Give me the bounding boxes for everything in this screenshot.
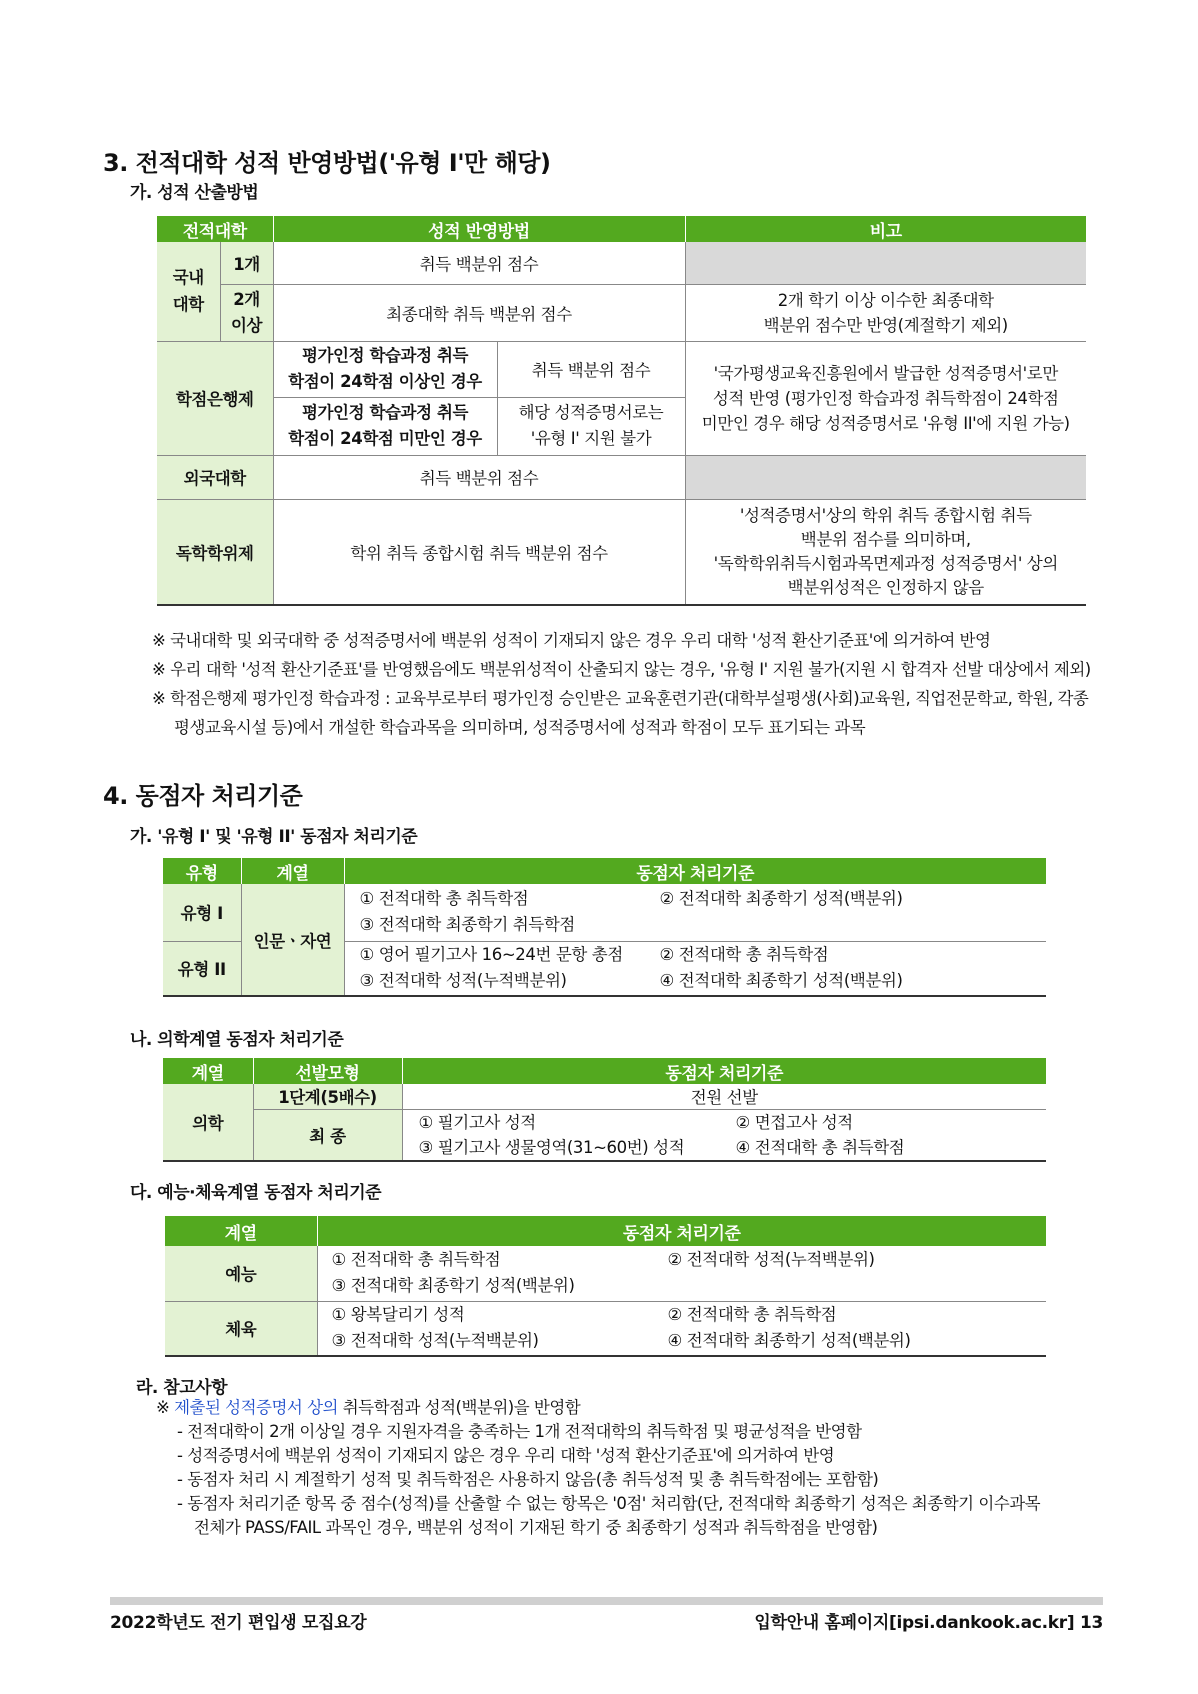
header-field: 계열 [163,1058,253,1084]
header-criteria: 동점자 처리기준 [344,858,1046,884]
foreign-note [685,455,1086,499]
criterion: ④ 전적대학 최종학기 성적(백분위) [659,971,903,991]
section-3-notes [152,626,1112,742]
criterion: ① 필기고사 성적 [418,1112,536,1132]
header-college: 전적대학 [157,216,273,242]
two-college-method: 최종대학 취득 백분위 점수 [273,284,685,341]
type-1-label: 유형 I [163,884,241,941]
reference-notes [156,1396,1116,1540]
reference-item: - 동점자 처리 시 계절학기 성적 및 취득학점은 사용하지 않음(총 취득성적 및 총 취득학점에는 포함함) [177,1470,879,1489]
credit-bank-a-method: 취득 백분위 점수 [497,341,685,397]
criterion: ① 왕복달리기 성적 [331,1305,465,1325]
footer-divider [110,1597,1103,1605]
criterion: ③ 전적대학 최종학기 취득학점 [359,915,575,935]
criterion: ① 영어 필기고사 16~24번 문항 총점 [359,945,623,965]
field-label: 인문ㆍ자연 [241,884,344,996]
note-line: ※ 국내대학 및 외국대학 중 성적증명서에 백분위 성적이 기재되지 않은 경우 우리 대학 '성적 환산기준표'에 의거하여 반영 [152,631,991,650]
credit-bank-b-method: 해당 성적증명서로는 '유형 I' 지원 불가 [497,397,685,455]
arts-criteria [317,1246,1046,1301]
tiebreak-arts-table [165,1216,1046,1357]
criterion: ③ 필기고사 생물영역(31~60번) 성적 [418,1137,685,1157]
one-college-note [685,242,1086,284]
credit-bank-b-label: 평가인정 학습과정 취득 학점이 24학점 미만인 경우 [273,397,497,455]
criterion: ② 전적대학 성적(누적백분위) [667,1250,875,1270]
type-1-criteria [344,884,1046,941]
two-college-label: 2개 이상 [220,284,273,341]
footer-left: 2022학년도 전기 편입생 모집요강 [110,1613,367,1633]
reference-item: 전체가 PASS/FAIL 과목인 경우, 백분위 성적이 기재된 학기 중 최종학기 성적과 취득학점을 반영함) [194,1518,878,1537]
header-note: 비고 [685,216,1086,242]
section-4-title: 4. 동점자 처리기준 [103,782,303,810]
criterion: ② 전적대학 총 취득학점 [667,1305,837,1325]
credit-bank-note: '국가평생교육진흥원에서 발급한 성적증명서'로만 성적 반영 (평가인정 학습과정 취득학점이 24학점 미만인 경우 해당 성적증명서로 '유형 II'에 지원 가능) [701,363,1070,433]
section-3-title: 3. 전적대학 성적 반영방법('유형 I'만 해당) [103,149,551,177]
self-degree-label: 독학학위제 [157,499,273,605]
domestic-label: 국내 대학 [157,242,220,341]
final-stage-label: 최 종 [253,1109,402,1161]
one-college-method: 취득 백분위 점수 [273,242,685,284]
criterion: ④ 전적대학 총 취득학점 [735,1137,905,1157]
note-line: ※ 우리 대학 '성적 환산기준표'를 반영했음에도 백분위성적이 산출되지 않는 경우, '유형 I' 지원 불가(지원 시 합격자 선발 대상에서 제외) [152,660,1091,679]
note-line: ※ 학점은행제 평가인정 학습과정 : 교육부로부터 평가인정 승인받은 교육훈련기관(대학부설평생(사회)교육원, 직업전문학교, 학원, 각종 [152,689,1089,708]
note-mark: ※ [156,1398,175,1417]
tiebreak-medical-table [163,1058,1046,1162]
lead-rest: 취득학점과 성적(백분위)을 반영함 [337,1398,581,1417]
footer-right: 입학안내 홈페이지[ipsi.dankook.ac.kr] 13 [754,1613,1103,1633]
foreign-label: 외국대학 [157,455,273,499]
criterion: ③ 전적대학 성적(누적백분위) [331,1331,539,1351]
criterion: ③ 전적대학 최종학기 성적(백분위) [331,1276,575,1296]
section-4d-subtitle: 라. 참고사항 [136,1378,227,1398]
section-4b-subtitle: 나. 의학계열 동점자 처리기준 [130,1030,344,1050]
sports-criteria [317,1301,1046,1356]
type-2-criteria [344,941,1046,996]
header-criteria: 동점자 처리기준 [317,1216,1046,1246]
section-4a-subtitle: 가. '유형 I' 및 '유형 II' 동점자 처리기준 [130,827,418,847]
reference-lead [156,1396,1116,1420]
credit-bank-a-label: 평가인정 학습과정 취득 학점이 24학점 이상인 경우 [273,341,497,397]
header-model: 선발모형 [253,1058,402,1084]
reference-item: - 전적대학이 2개 이상일 경우 지원자격을 충족하는 1개 전적대학의 취득학점 및 평균성적을 반영함 [177,1422,862,1441]
criterion: ① 전적대학 총 취득학점 [359,889,529,909]
criterion: ① 전적대학 총 취득학점 [331,1250,501,1270]
arts-label: 예능 [165,1246,317,1301]
foreign-method: 취득 백분위 점수 [273,455,685,499]
one-college-label: 1개 [220,242,273,284]
self-degree-note: '성적증명서'상의 학위 취득 종합시험 취득 백분위 점수를 의미하며, '독학학위취득시험과목면제과정 성적증명서' 상의 백분위성적은 인정하지 않음 [713,505,1058,597]
note-line: 평생교육시설 등)에서 개설한 학습과목을 의미하며, 성적증명서에 성적과 학점이 모두 표기되는 과목 [174,718,866,737]
criterion: ② 전적대학 총 취득학점 [659,945,829,965]
criterion: ② 면접고사 성적 [735,1112,853,1132]
reference-item: - 동점자 처리기준 항목 중 점수(성적)를 산출할 수 없는 항목은 '0점' 처리함(단, 전적대학 최종학기 성적은 최종학기 이수과목 [177,1494,1041,1513]
criterion: ④ 전적대학 최종학기 성적(백분위) [667,1331,911,1351]
section-3a-subtitle: 가. 성적 산출방법 [130,183,259,203]
medical-label: 의학 [163,1084,253,1161]
criterion: ② 전적대학 최종학기 성적(백분위) [659,889,903,909]
header-criteria: 동점자 처리기준 [402,1058,1046,1084]
final-stage-rules [402,1109,1046,1161]
header-field: 계열 [241,858,344,884]
header-field: 계열 [165,1216,317,1246]
section-4c-subtitle: 다. 예능·체육계열 동점자 처리기준 [130,1183,382,1203]
two-college-note: 2개 학기 이상 이수한 최종대학 백분위 점수만 반영(계절학기 제외) [763,290,1008,335]
type-2-label: 유형 II [163,941,241,996]
tiebreak-type-table [163,858,1046,997]
stage-1-label: 1단계(5배수) [253,1084,402,1109]
credit-bank-label: 학점은행제 [157,341,273,455]
sports-label: 체육 [165,1301,317,1356]
header-type: 유형 [163,858,241,884]
self-degree-method: 학위 취득 종합시험 취득 백분위 점수 [273,499,685,605]
header-method: 성적 반영방법 [273,216,685,242]
grade-method-table [157,216,1086,606]
reference-item: - 성적증명서에 백분위 성적이 기재되지 않은 경우 우리 대학 '성적 환산기준표'에 의거하여 반영 [177,1446,835,1465]
highlight-text: 제출된 성적증명서 상의 [174,1398,338,1417]
stage-1-rule: 전원 선발 [690,1088,758,1108]
criterion: ③ 전적대학 성적(누적백분위) [359,971,567,991]
